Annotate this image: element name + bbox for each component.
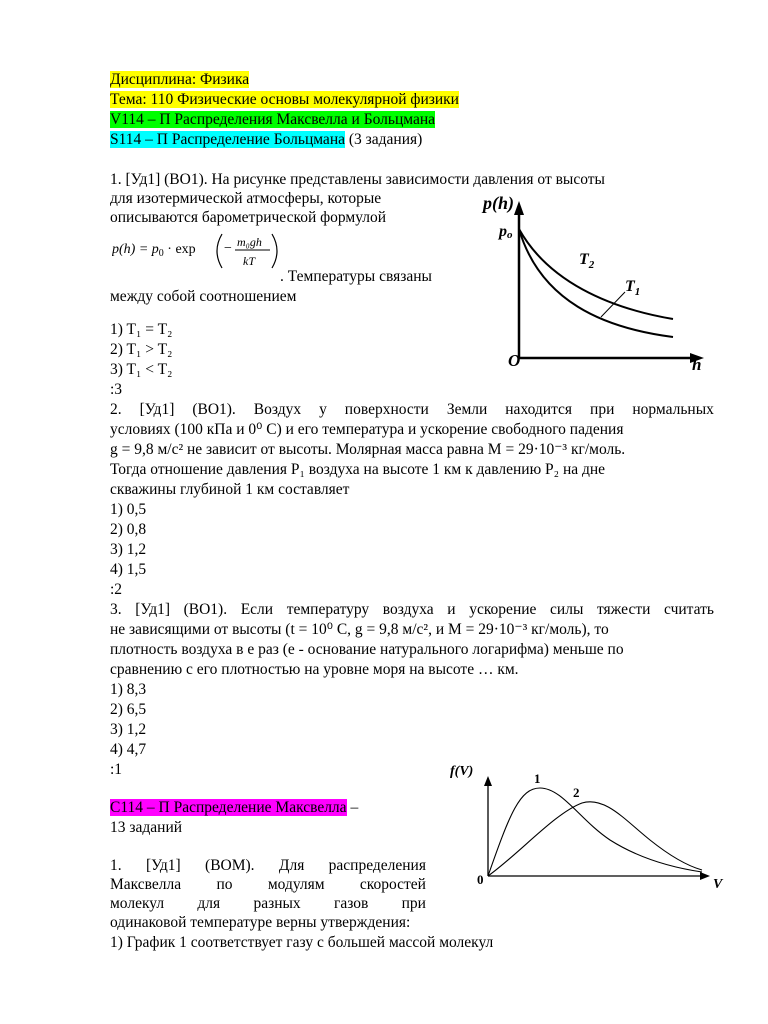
formula-numerator: m₀gh	[237, 235, 262, 249]
pressure-height-graph	[478, 186, 718, 378]
q2-line-3: g = 9,8 м/с² не зависит от высоты. Молярная масса равна M = 29·10⁻³ кг/моль.	[110, 441, 626, 458]
graph1-p0-label: p	[499, 223, 507, 240]
svg-text:T1	[625, 278, 640, 298]
graph1-t2-label: T	[579, 251, 589, 268]
c1-line-2: Максвелла по модулям скоростей	[110, 876, 426, 893]
discipline-line: Дисциплина: Физика	[110, 71, 250, 88]
graph1-p0-sub: o	[507, 229, 513, 241]
maxwell-distribution-graph	[440, 758, 730, 898]
q1-option-1: 1) T₁ = T₂	[110, 321, 173, 338]
q1-line-2: для изотермической атмосферы, которые	[110, 190, 382, 207]
c1-line-4: одинаковой температуре верны утверждения:	[110, 914, 411, 931]
c-section-title: С114 – П Распределение Максвелла –	[110, 799, 359, 816]
q2-line-2: условиях (100 кПа и 0⁰ С) и его температура и ускорение свободного падения	[110, 421, 624, 438]
svg-text:p(h) = p0 · exp	[112, 242, 196, 259]
graph1-t2-sub: 2	[588, 259, 595, 271]
q2-line-1: 2. [Уд1] (ВО1). Воздух у поверхности Земли находится при нормальных	[110, 401, 714, 418]
q1-line-5: между собой соотношением	[110, 288, 297, 305]
q2-option-2: 2) 0,8	[110, 521, 147, 538]
q1-line-1: 1. [Уд1] (ВО1). На рисунке представлены зависимости давления от высоты	[110, 171, 605, 188]
q2-option-4: 4) 1,5	[110, 561, 147, 578]
formula-denominator: kT	[243, 254, 255, 268]
graph1-origin: O	[508, 351, 521, 370]
q1-option-2: 2) T₁ > T₂	[110, 341, 173, 358]
c-section-count: 13 заданий	[110, 819, 183, 836]
c1-line-3: молекул для разных газов при	[110, 895, 426, 912]
q3-line-2: не зависящими от высоты (t = 10⁰ С, g = 9,8 м/с², и M = 29·10⁻³ кг/моль), то	[110, 621, 609, 638]
formula-exp: · exp	[163, 242, 196, 257]
c1-line-1: 1. [Уд1] (ВОМ). Для распределения	[110, 857, 426, 874]
graph2-curve-2	[488, 802, 702, 876]
q2-answer: :2	[110, 581, 123, 598]
c1-line-5: 1) График 1 соответствует газу с большей массой молекул	[110, 934, 494, 951]
q2-line-4: Тогда отношение давления P₁ воздуха на высоте 1 км к давлению P₂ на дне	[110, 461, 606, 478]
graph2-curve-1	[488, 788, 702, 876]
v-section-line: V114 – П Распределения Максвелла и Больцмана	[110, 111, 436, 128]
formula-minus: −	[224, 241, 232, 256]
graph2-x-arrow	[700, 872, 710, 880]
graph1-t1-leader	[601, 292, 625, 317]
topic-line: Тема: 110 Физические основы молекулярной физики	[110, 91, 459, 108]
q3-line-3: плотность воздуха в е раз (е - основание натурального логарифма) меньше по	[110, 641, 624, 658]
q1-answer: :3	[110, 381, 123, 398]
s-section-line: S114 – П Распределение Больцмана (3 задания)	[110, 131, 423, 148]
formula-lhs: p(h) = p	[112, 242, 159, 257]
graph1-x-label: h	[692, 355, 702, 374]
graph2-y-arrow	[484, 776, 492, 786]
graph2-x-label: V	[713, 877, 723, 892]
formula-sub0: 0	[158, 248, 164, 259]
q1-line-3: описываются барометрической формулой	[110, 209, 387, 226]
q3-answer: :1	[110, 761, 123, 778]
formula-left-paren	[217, 234, 222, 268]
q3-option-3: 3) 1,2	[110, 721, 147, 738]
q2-option-3: 3) 1,2	[110, 541, 147, 558]
q3-option-1: 1) 8,3	[110, 681, 147, 698]
q3-line-4: сравнению с его плотностью на уровне моря на высоте … км.	[110, 661, 519, 678]
formula-right-paren	[272, 234, 277, 268]
graph1-t1-sub: 1	[634, 286, 641, 298]
svg-text:T2	[579, 251, 595, 271]
graph2-curve-2-label: 2	[573, 785, 580, 800]
svg-text:po	[497, 223, 513, 241]
q3-line-1: 3. [Уд1] (ВО1). Если температуру воздуха и ускорение силы тяжести считать	[110, 601, 714, 618]
graph1-y-arrow	[514, 201, 524, 215]
graph2-origin: 0	[477, 872, 484, 887]
graph1-t1-label: T	[625, 278, 635, 295]
q1-option-3: 3) T₁ < T₂	[110, 361, 173, 378]
q1-line-4: . Температуры связаны	[280, 268, 432, 285]
q3-option-4: 4) 4,7	[110, 741, 147, 758]
graph2-y-label: f(V)	[450, 764, 474, 779]
graph1-y-label: p(h)	[483, 193, 514, 213]
q2-option-1: 1) 0,5	[110, 501, 147, 518]
barometric-formula	[112, 228, 292, 272]
graph1-curve-t1	[519, 229, 673, 337]
q2-line-5: скважины глубиной 1 км составляет	[110, 481, 350, 498]
graph2-curve-1-label: 1	[534, 771, 541, 786]
q3-option-2: 2) 6,5	[110, 701, 147, 718]
